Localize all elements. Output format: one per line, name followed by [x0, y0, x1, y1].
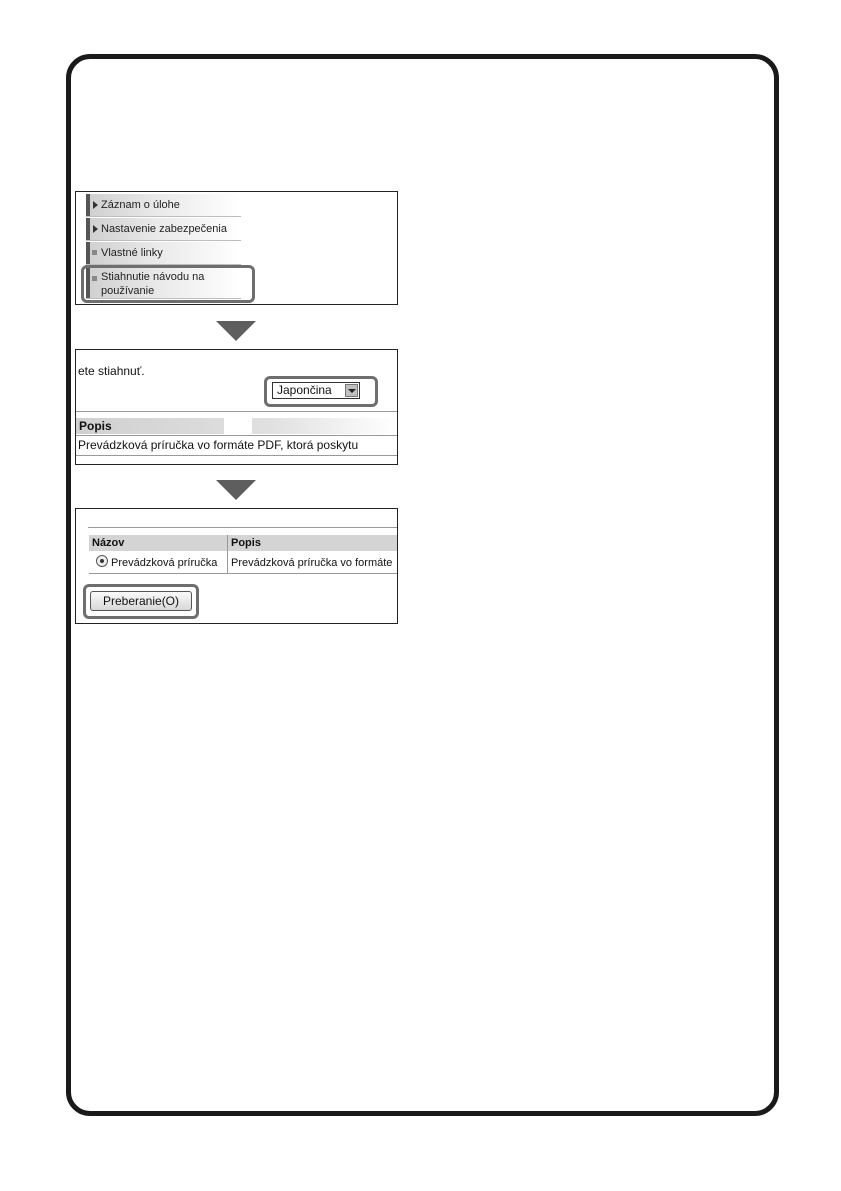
menu-item-label: Stiahnutie návodu na používanie [101, 271, 205, 297]
download-screenshot [75, 508, 398, 624]
divider [88, 527, 398, 528]
menu-item-label: Nastavenie zabezpečenia [101, 223, 227, 235]
menu-item-security-settings[interactable] [86, 218, 241, 241]
description-text: Prevádzková príručka vo formáte PDF, ktorá poskytu [78, 438, 359, 452]
divider [76, 455, 397, 456]
column-header: Popis [79, 419, 112, 433]
menu-item-label: Záznam o úlohe [101, 199, 180, 211]
download-button[interactable]: Preberanie(O) [90, 591, 192, 611]
radio-button-icon[interactable] [96, 555, 108, 567]
divider [89, 573, 398, 574]
column-header: Názov [89, 535, 227, 551]
table-row-description: Prevádzková príručka vo formáte [231, 557, 393, 569]
instruction-text: ete stiahnuť. [78, 364, 145, 378]
square-bullet-icon [92, 250, 97, 255]
menu-screenshot [75, 191, 398, 305]
down-arrow-icon [216, 321, 256, 341]
highlight-box [83, 584, 199, 619]
menu-item-label: Vlastné linky [101, 247, 163, 259]
highlight-box [81, 265, 255, 303]
down-arrow-icon [216, 480, 256, 500]
triangle-bullet-icon [93, 201, 98, 209]
highlight-box [264, 376, 378, 407]
language-screenshot [75, 349, 398, 465]
triangle-bullet-icon [93, 225, 98, 233]
divider [76, 435, 397, 436]
column-header: Popis [228, 535, 398, 551]
header-gap [224, 418, 252, 434]
menu-item-custom-links[interactable] [86, 242, 241, 265]
language-select-value: Japončina [277, 383, 332, 397]
menu-item-job-log[interactable] [86, 194, 241, 217]
table-row-name[interactable] [93, 554, 227, 573]
divider [76, 411, 397, 412]
manual-name: Prevádzková príručka [111, 557, 218, 569]
